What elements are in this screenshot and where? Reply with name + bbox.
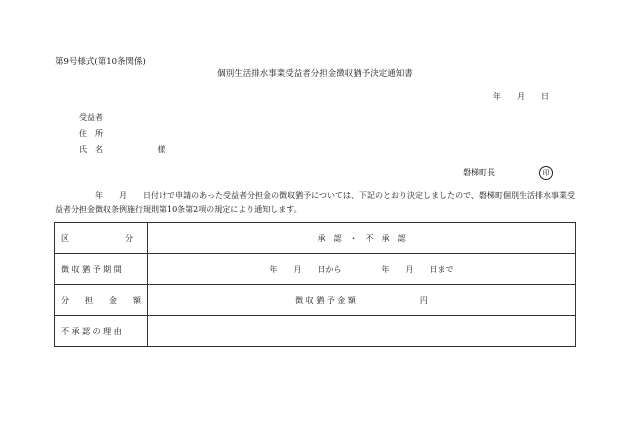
row-value-amount: 徴 収 猶 予 金 額 円 <box>148 285 576 316</box>
table-row <box>55 254 576 285</box>
row-value-reason <box>148 316 576 347</box>
row-value-period: 年 月 日から 年 月 日まで <box>148 254 576 285</box>
row-label-reason: 不 承 認 の 理 由 <box>55 316 148 347</box>
seal-mark: 印 <box>539 166 553 180</box>
issuer-name: 磐梯町長 <box>463 168 495 177</box>
notice-body: 年 月 日付けで申請のあった受益者分担金の徴収猶予については、下記のとおり決定しましたので、磐梯町個別生活排水事業受益者分担金徴収条例施行規則第10条第2項の規定により通知します。 <box>55 191 575 214</box>
date-day-label: 日 <box>541 92 549 101</box>
name-label: 氏 名 <box>79 145 103 154</box>
row-label-category: 区 分 <box>55 223 148 254</box>
date-month-label: 月 <box>517 92 525 101</box>
address-label: 住 所 <box>79 129 103 138</box>
row-label-amount: 分 担 金 額 <box>55 285 148 316</box>
date-year-label: 年 <box>493 92 501 101</box>
document-title: 個別生活排水事業受益者分担金徴収猶予決定通知書 <box>217 69 413 79</box>
table-row <box>55 316 576 347</box>
issue-date <box>493 93 549 101</box>
honorific: 様 <box>157 145 166 154</box>
row-label-period: 徴 収 猶 予 期 間 <box>55 254 148 285</box>
form-number: 第9号様式(第10条関係) <box>55 57 146 67</box>
decision-table <box>54 222 576 347</box>
row-value-category: 承 認 ・ 不 承 認 <box>148 223 576 254</box>
recipient-label: 受益者 <box>79 113 103 122</box>
address-row <box>79 130 103 138</box>
table-row <box>55 285 576 316</box>
name-row <box>79 146 166 154</box>
table-row <box>55 223 576 254</box>
